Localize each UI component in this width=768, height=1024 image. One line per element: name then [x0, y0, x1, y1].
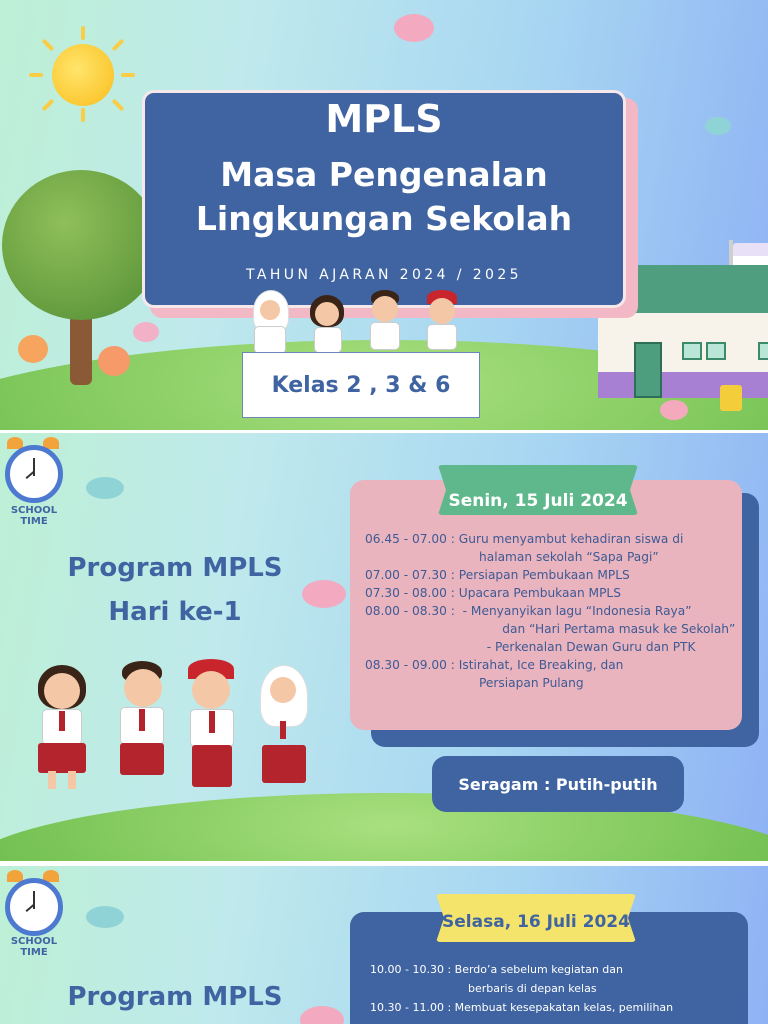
program-title-line1: Program MPLS [67, 553, 283, 583]
schedule-row [365, 548, 745, 566]
schedule-desc: Membuat kesepakatan kelas, pemilihan [454, 1001, 674, 1014]
schedule-desc: - Menyanyikan lagu “Indonesia Raya” [458, 604, 692, 618]
sun-ray [81, 26, 85, 40]
subtitle-line1: Masa Pengenalan [220, 155, 548, 194]
schedule-row [365, 656, 745, 674]
schedule-row [365, 674, 745, 692]
cloud-teal [86, 477, 124, 499]
sun-ray [112, 99, 125, 112]
schedule-time [365, 638, 479, 656]
schedule-row [365, 620, 745, 638]
schedule-time [365, 620, 479, 638]
subtitle-line2: Lingkungan Sekolah [195, 199, 573, 238]
schedule-desc: - Perkenalan Dewan Guru dan PTK [479, 640, 696, 654]
sun-ray [42, 39, 55, 52]
title-card [142, 90, 626, 308]
schedule-list [370, 960, 740, 1017]
schedule-time: 06.45 - 07.00 : [365, 532, 459, 546]
schedule-time: 10.30 - 11.00 : [370, 1001, 455, 1014]
sun-ray [42, 99, 55, 112]
tree-icon [2, 170, 160, 320]
school-window [758, 342, 768, 360]
slide-day1 [0, 433, 768, 861]
schedule-time: 07.30 - 08.00 : [365, 586, 459, 600]
cloud-pink [394, 14, 434, 42]
school-window [682, 342, 702, 360]
uniform-badge: Seragam : Putih-putih [432, 756, 684, 812]
sun-icon [52, 44, 114, 106]
school-time-line2: TIME [20, 947, 48, 958]
day-banner: Senin, 15 Juli 2024 [448, 491, 628, 511]
schedule-row [370, 979, 740, 998]
class-sign: Kelas 2 , 3 & 6 [242, 352, 480, 418]
slide-day2 [0, 866, 768, 1024]
schedule-desc: Istirahat, Ice Breaking, dan [458, 658, 624, 672]
school-time-label [4, 505, 64, 527]
flag-base [720, 385, 742, 411]
sun-ray [112, 39, 125, 52]
schedule-row [370, 998, 740, 1017]
day-banner: Selasa, 16 Juli 2024 [442, 912, 630, 932]
schedule-desc: halaman sekolah “Sapa Pagi” [479, 550, 659, 564]
schedule-desc: Guru menyambut kehadiran siswa di [458, 532, 684, 546]
page-title: MPLS [325, 97, 443, 141]
schedule-list [365, 530, 745, 692]
sun-ray [81, 108, 85, 122]
flower-icon [98, 346, 130, 376]
alarm-clock-icon [5, 878, 63, 936]
schedule-row [365, 584, 745, 602]
schedule-desc: Upacara Pembukaan MPLS [458, 586, 621, 600]
alarm-clock-icon [5, 445, 63, 503]
flower-icon [18, 335, 48, 363]
program-title-line1: Program MPLS [67, 982, 283, 1012]
cloud-teal [705, 117, 731, 135]
schedule-time: 10.00 - 10.30 : [370, 963, 455, 976]
schedule-desc: dan “Hari Pertama masuk ke Sekolah” [479, 622, 736, 636]
schedule-row [365, 566, 745, 584]
school-time-label [4, 936, 64, 958]
schedule-desc: berbaris di depan kelas [468, 982, 597, 995]
schedule-time: 08.30 - 09.00 : [365, 658, 459, 672]
schedule-desc: Berdo’a sebelum kegiatan dan [454, 963, 623, 976]
school-time-line1: SCHOOL [10, 936, 58, 947]
schedule-row [370, 960, 740, 979]
academic-year: TAHUN AJARAN 2024 / 2025 [246, 267, 522, 283]
flower-icon [660, 400, 688, 420]
school-time-line1: SCHOOL [10, 505, 58, 516]
sun-ray [29, 73, 43, 77]
schedule-time: 07.00 - 07.30 : [365, 568, 459, 582]
sun-ray [121, 73, 135, 77]
schedule-time [370, 979, 468, 998]
cloud-teal [86, 906, 124, 928]
schedule-time [365, 674, 479, 692]
schedule-row [365, 530, 745, 548]
schedule-row [365, 638, 745, 656]
program-title-line2: Hari ke-1 [108, 597, 242, 627]
butterfly-icon [133, 322, 159, 342]
schedule-row [365, 602, 745, 620]
schedule-desc: Persiapan Pembukaan MPLS [458, 568, 630, 582]
school-door [634, 342, 662, 398]
school-base [598, 372, 768, 398]
school-window [706, 342, 726, 360]
school-time-line2: TIME [20, 516, 48, 527]
slide-cover [0, 0, 768, 430]
schedule-time: 08.00 - 08.30 : [365, 604, 459, 618]
schedule-desc: Persiapan Pulang [479, 676, 584, 690]
schedule-time [365, 548, 479, 566]
